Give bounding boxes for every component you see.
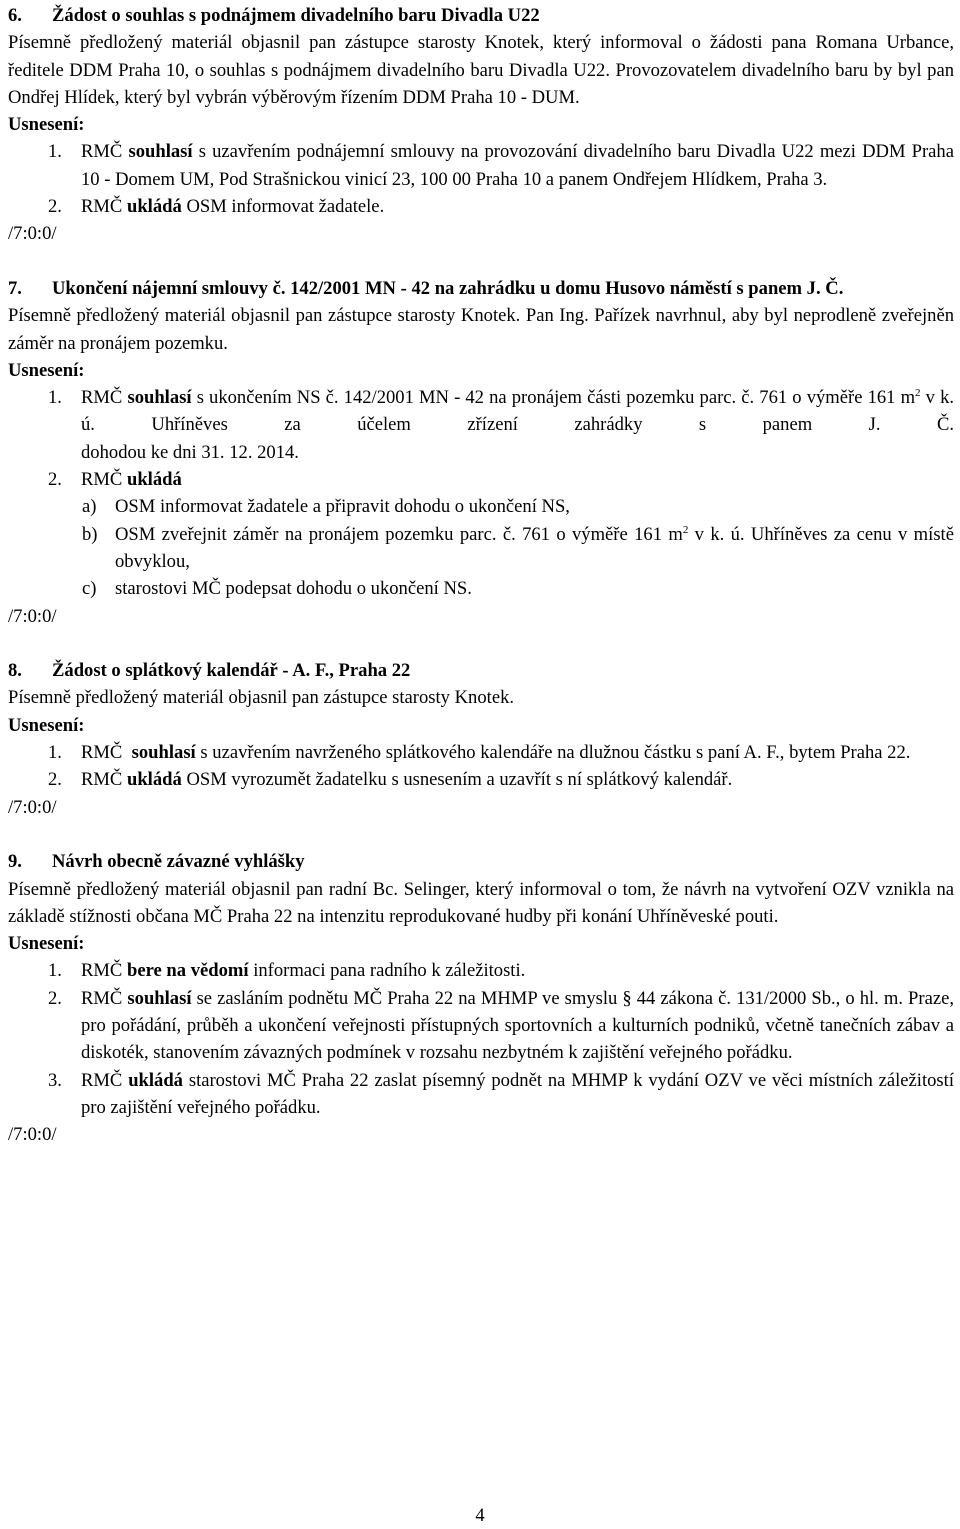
section-8 — [8, 657, 954, 848]
usneseni-label: Usnesení: — [8, 114, 85, 136]
sub-item: c) starostovi MČ podepsat dohodu o ukončení NS. — [82, 578, 472, 600]
section-intro: Písemně předložený materiál objasnil pan zástupce starosty Knotek. Pan Ing. Pařízek navrhnul, aby byl neprodleně zveřejněn záměr na pronájem pozemku. — [8, 305, 954, 354]
section-9 — [8, 848, 954, 1148]
resolution-item: 2. RMČ ukládá — [48, 469, 182, 491]
section-heading: 6. Žádost o souhlas s podnájmem divadelního baru Divadla U22 — [8, 5, 540, 26]
sub-item: b) OSM zveřejnit záměr na pronájem pozemku parc. č. 761 o výměře 161 $m^2$ v k. ú. Uhříněves za cenu v místě obvyklou, — [82, 523, 954, 572]
section-7 — [8, 275, 954, 657]
section-intro: Písemně předložený materiál objasnil pan zástupce starosty Knotek. — [8, 687, 515, 709]
section-heading: 7. Ukončení nájemní smlouvy č. 142/2001 MN - 42 na zahrádku u domu Husovo náměstí s panem J. Č. — [8, 277, 844, 299]
resolution-item: 1. RMČ souhlasí s uzavřením podnájemní smlouvy na provozování divadelního baru Divadla U22 mezi DDM Praha 10 - Domem UM, Pod Strašnickou vinicí 23, 100 00 Praha 10 a panem Ondřejem Hlídkem, Praha 3. — [48, 141, 954, 190]
section-title: Žádost o souhlas s podnájmem divadelního baru Divadla U22 — [52, 5, 540, 26]
resolution-item: 2. RMČ ukládá OSM vyrozumět žadatelku s usnesením a uzavřít s ní splátkový kalendář. — [48, 769, 733, 791]
section-intro: Písemně předložený materiál objasnil pan radní Bc. Selinger, který informoval o tom, že návrh na vytvoření OZV vznikla na základě stížnosti občana MČ Praha 22 na intenzitu reprodukované hudby při konání Uhříněveské pouti. — [8, 878, 954, 927]
page-number: 4 — [475, 1505, 485, 1526]
usneseni-label: Usnesení: — [8, 714, 85, 736]
section-heading: 9. Návrh obecně závazné vyhlášky — [8, 851, 305, 873]
section-title: Ukončení nájemní smlouvy č. 142/2001 MN - 42 na zahrádku u domu Husovo náměstí s panem J. Č. — [52, 277, 844, 299]
section-intro: Písemně předložený materiál objasnil pan zástupce starosty Knotek, který informoval o žádosti pana Romana Urbance, ředitele DDM Praha 10, o souhlas s podnájmem divadelního baru Divadla U22. Provozovatelem divadelního baru by byl pan Ondřej Hlídek, který byl vybrán výběrovým řízením DDM Praha 10 - DUM. — [8, 32, 954, 108]
vote-result: /7:0:0/ — [8, 796, 57, 818]
section-heading: 8. Žádost o splátkový kalendář - A. F., Praha 22 — [8, 660, 411, 682]
resolution-item: 3. RMČ ukládá starostovi MČ Praha 22 zaslat písemný podnět na MHMP k vydání OZV ve věci místních záležitostí pro zajištění veřejného pořádku. — [48, 1069, 954, 1118]
section-title: Žádost o splátkový kalendář - A. F., Praha 22 — [52, 660, 411, 682]
vote-result: /7:0:0/ — [8, 605, 57, 627]
resolution-item: 1. RMČ souhlasí s ukončením NS č. 142/2001 MN - 42 na pronájem části pozemku parc. č. 761 o výměře 161 $m^2$ v k. ú. Uhříněves za účelem zřízení zahrádky s panem J. Č. dohodou ke dni 31. 12. 2014. — [48, 387, 955, 463]
section-title: Návrh obecně závazné vyhlášky — [52, 851, 305, 873]
section-6 — [8, 2, 954, 275]
sub-item: a) OSM informovat žadatele a připravit dohodu o ukončení NS, — [82, 496, 570, 518]
vote-result: /7:0:0/ — [8, 1124, 57, 1146]
resolution-item: 1. RMČ bere na vědomí informaci pana radního k záležitosti. — [48, 960, 526, 982]
document-page — [8, 2, 954, 1148]
resolution-item: 2. RMČ ukládá OSM informovat žadatele. — [48, 196, 385, 218]
vote-result: /7:0:0/ — [8, 223, 57, 245]
usneseni-label: Usnesení: — [8, 359, 85, 381]
resolution-item: 2. RMČ souhlasí se zasláním podnětu MČ Praha 22 na MHMP ve smyslu § 44 zákona č. 131/2000 Sb., o hl. m. Praze, pro pořádání, průběh a ukončení veřejnosti přístupných sportovních a kulturních podniků, včetně tanečních zábav a diskoték, stanovením závazných podmínek v rozsahu nezbytném k zajištění veřejného pořádku. — [48, 987, 954, 1064]
usneseni-label: Usnesení: — [8, 933, 85, 955]
resolution-item: 1. RMČ souhlasí s uzavřením navrženého splátkového kalendáře na dlužnou částku s paní A. F., bytem Praha 22. — [48, 742, 911, 764]
